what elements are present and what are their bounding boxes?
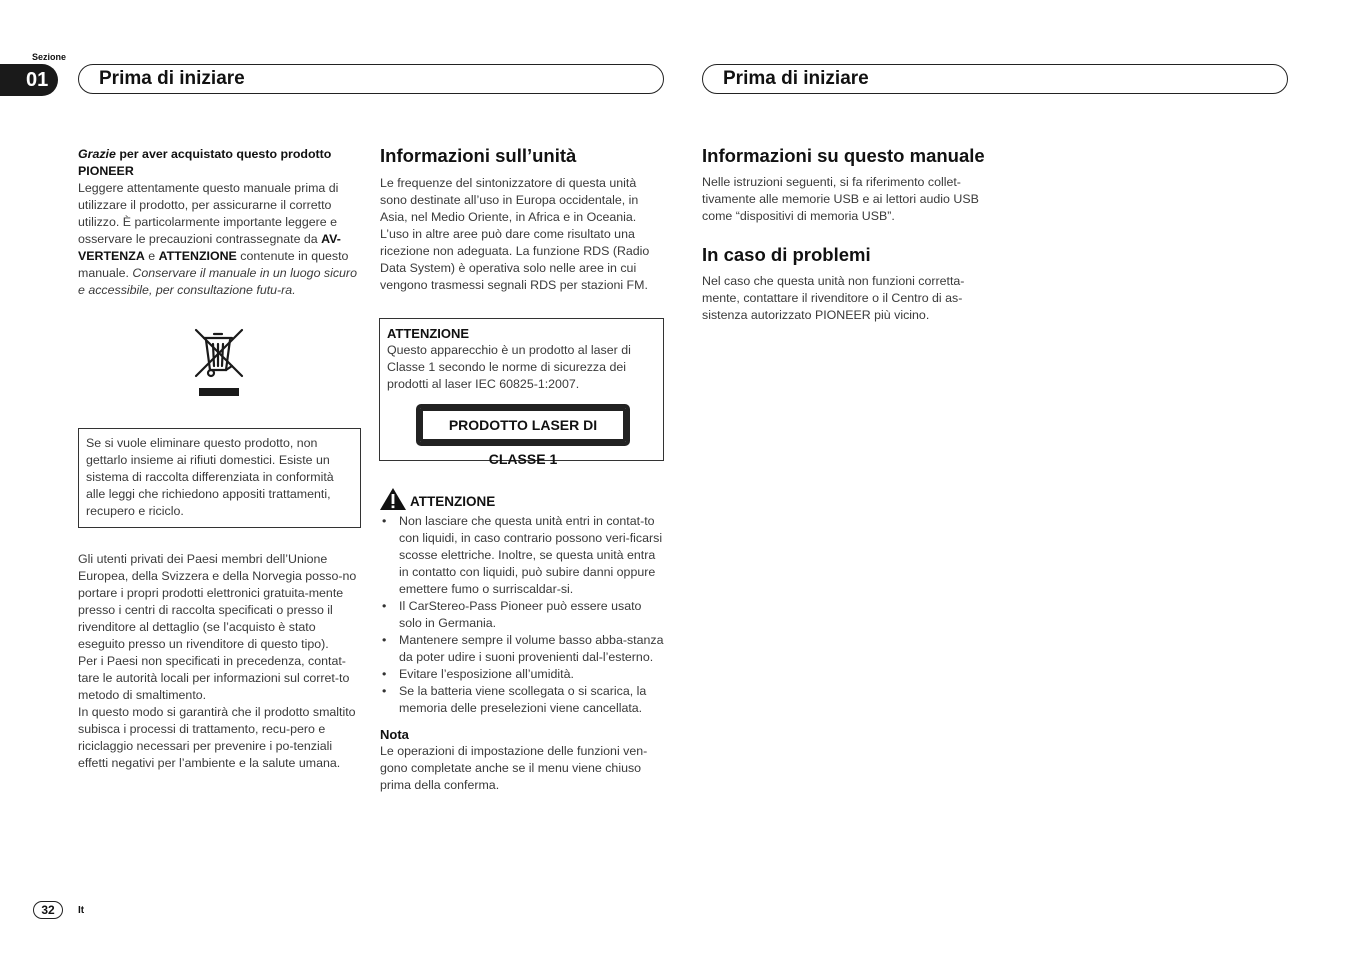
weee-bin-icon (192, 326, 246, 398)
column-1 (78, 146, 362, 299)
list-item: • Se la batteria viene scollegata o si scarica, la memoria delle preselezioni viene cancellata. (380, 683, 665, 717)
list-item: • Il CarStereo-Pass Pioneer può essere usato solo in Germania. (380, 598, 665, 632)
laser-caution-title: ATTENZIONE (387, 326, 470, 341)
page-header-left: Prima di iniziare (78, 64, 664, 94)
conjunction: e (144, 249, 159, 263)
note-text: Le operazioni di impostazione delle funzioni ven-gono completate anche se il menu viene chiuso prima della conferma. (380, 744, 648, 792)
page-number: 32 (33, 901, 63, 919)
intro-italic-note: Conservare il manuale in un luogo sicuro e accessibile, per consultazione futu-ra. (78, 266, 357, 297)
disposal-text: Se si vuole eliminare questo prodotto, non gettarlo insieme ai rifiuti domestici. Esiste un sistema di raccolta differenziata in conformità alle leggi che richiedono appositi trattamenti, recupero e riciclo. (86, 436, 334, 518)
laser-class-label: PRODOTTO LASER DI CLASSE 1 (416, 404, 630, 446)
language-code: It (78, 905, 85, 916)
column-2 (380, 144, 665, 294)
intro-title (78, 146, 362, 180)
caution-list (380, 513, 665, 717)
troubleshooting-title: In caso di problemi (702, 244, 871, 265)
intro-text: Leggere attentamente questo manuale prima di utilizzare il prodotto, per assicurarne il corretto utilizzo. È particolarmente importante leggere e osservare le precauzioni contrassegnate da (78, 181, 339, 246)
list-item: • Evitare l’esposizione all’umidità. (380, 666, 665, 683)
intro-rest: per aver acquistato questo prodotto (115, 147, 332, 161)
eu-users-paragraph: Gli utenti privati dei Paesi membri dell’Unione Europea, della Svizzera e della Norvegia posso-no portare i propri prodotti elettronici gratuita-mente presso i centri di raccolta specificati o presso il rivenditore al dettaglio (se l’acquisto è stato eseguito presso un rivenditore di questo tipo). (78, 552, 357, 651)
section-label: Sezione (32, 52, 67, 62)
caution-list-container (380, 513, 665, 794)
disposal-box (78, 428, 361, 528)
intro-text-2: contenute in questo manuale. (78, 249, 349, 280)
unit-info-title: Informazioni sull’unità (380, 145, 577, 166)
warning-triangle-icon (379, 487, 407, 511)
attenzione-word: ATTENZIONE (158, 249, 237, 263)
page-header-right: Prima di iniziare (702, 64, 1288, 94)
troubleshooting-paragraph: Nel caso che questa unità non funzioni corretta-mente, contattare il rivenditore o il Centro di as-sistenza autorizzato PIONEER più vicino. (702, 274, 965, 322)
disposal-benefit-paragraph: In questo modo si garantirà che il prodotto smaltito subisca i processi di trattamento, recu-pero e riciclaggio necessari per prevenire i po-tenziali effetti negativi per l’ambiente e la salute umana. (78, 705, 356, 770)
caution-heading: ATTENZIONE (410, 494, 496, 509)
section-number-tab (0, 64, 58, 96)
list-item: • Mantenere sempre il volume basso abba-stanza da poter udire i suoni provenienti dal-l’esterno. (380, 632, 665, 666)
note-title: Nota (380, 727, 409, 742)
section-number: 01 (26, 69, 49, 91)
laser-caution-text: Questo apparecchio è un prodotto al laser di Classe 1 secondo le norme di sicurezza dei prodotti al laser IEC 60825-1:2007. (387, 343, 631, 391)
intro-italic: Grazie (78, 147, 116, 161)
manual-info-title: Informazioni su questo manuale (702, 145, 985, 166)
column-1-lower (78, 551, 362, 772)
unit-info-paragraph: Le frequenze del sintonizzatore di questa unità sono destinate all’uso in Europa occidentale, in Asia, nel Medio Oriente, in Africa e in Oceania. L’uso in altre aree può dare come risultato una ricezione non adeguata. La funzione RDS (Radio Data System) è operativa solo nelle aree in cui vengono trasmessi segnali RDS per stazioni FM. (380, 176, 650, 292)
intro-paragraph (78, 180, 362, 299)
column-3 (702, 144, 986, 324)
manual-info-paragraph: Nelle istruzioni seguenti, si fa riferimento collet-tivamente alle memorie USB e ai lettori audio USB come “dispositivi di memoria USB”. (702, 175, 979, 223)
other-countries-paragraph: Per i Paesi non specificati in precedenza, contat-tare le autorità locali per informazioni sul corret-to metodo di smaltimento. (78, 654, 350, 702)
laser-caution-box (379, 318, 664, 467)
list-item: • Non lasciare che questa unità entri in contat-to con liquidi, in caso contrario possono veri-ficarsi scosse elettriche. Inoltre, se questa unità entra in contatto con liquidi, può subire danni oppure emettere fumo o surriscaldar-si. (380, 513, 665, 598)
avvertenza-word: AV-VERTENZA (78, 232, 341, 263)
intro-brand: PIONEER (78, 164, 134, 178)
